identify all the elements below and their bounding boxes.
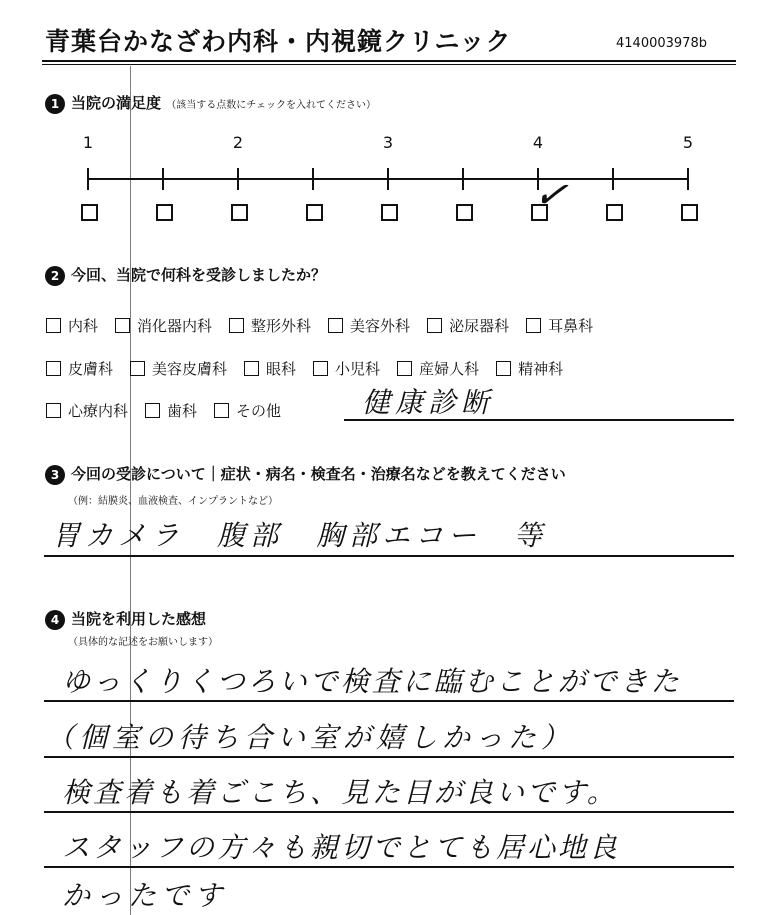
q4-answer-underline <box>44 866 734 868</box>
checkbox-icon[interactable] <box>397 361 412 376</box>
q4-answer-line-5[interactable]: かったです <box>62 879 228 912</box>
scale-label-4: 4 <box>532 133 544 152</box>
dept-option[interactable]: 小児科 <box>313 358 380 379</box>
dept-option[interactable]: 歯科 <box>145 400 197 421</box>
checkbox-icon[interactable] <box>214 403 229 418</box>
dept-option[interactable]: 美容外科 <box>328 315 410 336</box>
checkbox-icon[interactable] <box>427 318 442 333</box>
dept-options-row-3 <box>46 400 281 421</box>
dept-option[interactable]: 整形外科 <box>229 315 311 336</box>
checkbox-icon[interactable] <box>328 318 343 333</box>
dept-option-other[interactable]: その他 <box>214 400 281 421</box>
rating-checkbox-3[interactable] <box>381 204 398 221</box>
dept-option[interactable]: 産婦人科 <box>397 358 479 379</box>
checkbox-icon[interactable] <box>526 318 541 333</box>
q1-instruction: （該当する点数にチェックを入れてください） <box>166 100 376 111</box>
q4-instruction: （具体的な記述をお願いします） <box>68 637 218 648</box>
rating-checkbox-1-5[interactable] <box>156 204 173 221</box>
q3-answer-underline <box>44 555 734 557</box>
header-divider <box>42 60 736 62</box>
scale-label-1: 1 <box>82 133 94 152</box>
rating-checkbox-2[interactable] <box>231 204 248 221</box>
scale-label-5: 5 <box>682 133 694 152</box>
scale-tick <box>162 168 164 190</box>
checkbox-icon[interactable] <box>496 361 511 376</box>
checkbox-icon[interactable] <box>313 361 328 376</box>
dept-options-row-2 <box>46 358 563 379</box>
q3-title: 今回の受診について｜症状・病名・検査名・治療名などを教えてください <box>71 465 566 483</box>
q4-answer-line-3[interactable]: 検査着も着ごこち、見た目が良いです。 <box>62 776 618 809</box>
q3-answer[interactable]: 胃カメラ 腹部 胸部エコー 等 <box>52 519 548 552</box>
q4-title: 当院を利用した感想 <box>71 610 207 628</box>
scale-tick <box>237 168 239 190</box>
rating-checkbox-4-5[interactable] <box>606 204 623 221</box>
q4-number-badge: 4 <box>45 610 65 630</box>
checkbox-icon[interactable] <box>46 403 61 418</box>
checkbox-icon[interactable] <box>244 361 259 376</box>
q3-number-badge: 3 <box>45 465 65 485</box>
document-code: 4140003978b <box>616 36 707 51</box>
dept-option[interactable]: 心療内科 <box>46 400 128 421</box>
scale-label-3: 3 <box>382 133 394 152</box>
handwritten-check-mark-icon: ✓ <box>530 169 571 221</box>
rating-checkbox-5[interactable] <box>681 204 698 221</box>
dept-options-row-1 <box>46 315 593 336</box>
q4-answer-underline <box>44 700 734 702</box>
q4-answer-line-4[interactable]: スタッフの方々も親切でとても居心地良 <box>62 831 621 864</box>
q4-answer-underline <box>44 811 734 813</box>
dept-option[interactable]: 精神科 <box>496 358 563 379</box>
scale-tick <box>687 168 689 190</box>
checkbox-icon[interactable] <box>145 403 160 418</box>
q4-heading <box>45 608 206 630</box>
clinic-title: 青葉台かなざわ内科・内視鏡クリニック <box>45 27 512 56</box>
rating-checkbox-2-5[interactable] <box>306 204 323 221</box>
checkbox-icon[interactable] <box>130 361 145 376</box>
checkbox-icon[interactable] <box>115 318 130 333</box>
other-answer-underline <box>344 419 734 421</box>
dept-option[interactable]: 皮膚科 <box>46 358 113 379</box>
dept-option[interactable]: 泌尿器科 <box>427 315 509 336</box>
scale-tick <box>462 168 464 190</box>
scale-tick <box>312 168 314 190</box>
checkbox-icon[interactable] <box>229 318 244 333</box>
rating-checkbox-3-5[interactable] <box>456 204 473 221</box>
dept-option[interactable]: 消化器内科 <box>115 315 212 336</box>
q2-heading <box>45 264 326 286</box>
q2-title: 今回、当院で何科を受診しましたか？ <box>71 266 327 284</box>
scale-tick <box>612 168 614 190</box>
scale-label-2: 2 <box>232 133 244 152</box>
q2-number-badge: 2 <box>45 266 65 286</box>
dept-option[interactable]: 美容皮膚科 <box>130 358 227 379</box>
q1-heading <box>45 92 376 114</box>
other-dept-answer[interactable]: 健康診断 <box>362 386 495 419</box>
q4-answer-line-2[interactable]: （個室の待ち合い室が嬉しかった） <box>46 721 575 754</box>
dept-option[interactable]: 耳鼻科 <box>526 315 593 336</box>
checkbox-icon[interactable] <box>46 318 61 333</box>
q1-title: 当院の満足度 <box>71 94 162 112</box>
rating-checkbox-1[interactable] <box>81 204 98 221</box>
scale-tick <box>387 168 389 190</box>
dept-option[interactable]: 内科 <box>46 315 98 336</box>
dept-option[interactable]: 眼科 <box>244 358 296 379</box>
scale-tick <box>87 168 89 190</box>
header-divider-thin <box>42 64 736 65</box>
q1-number-badge: 1 <box>45 94 65 114</box>
checkbox-icon[interactable] <box>46 361 61 376</box>
q4-answer-line-1[interactable]: ゆっくりくつろいで検査に臨むことができた <box>62 665 682 698</box>
q4-answer-underline <box>44 756 734 758</box>
q3-example: （例：結膜炎、血液検査、インプラントなど） <box>68 496 278 507</box>
q3-heading <box>45 463 566 485</box>
